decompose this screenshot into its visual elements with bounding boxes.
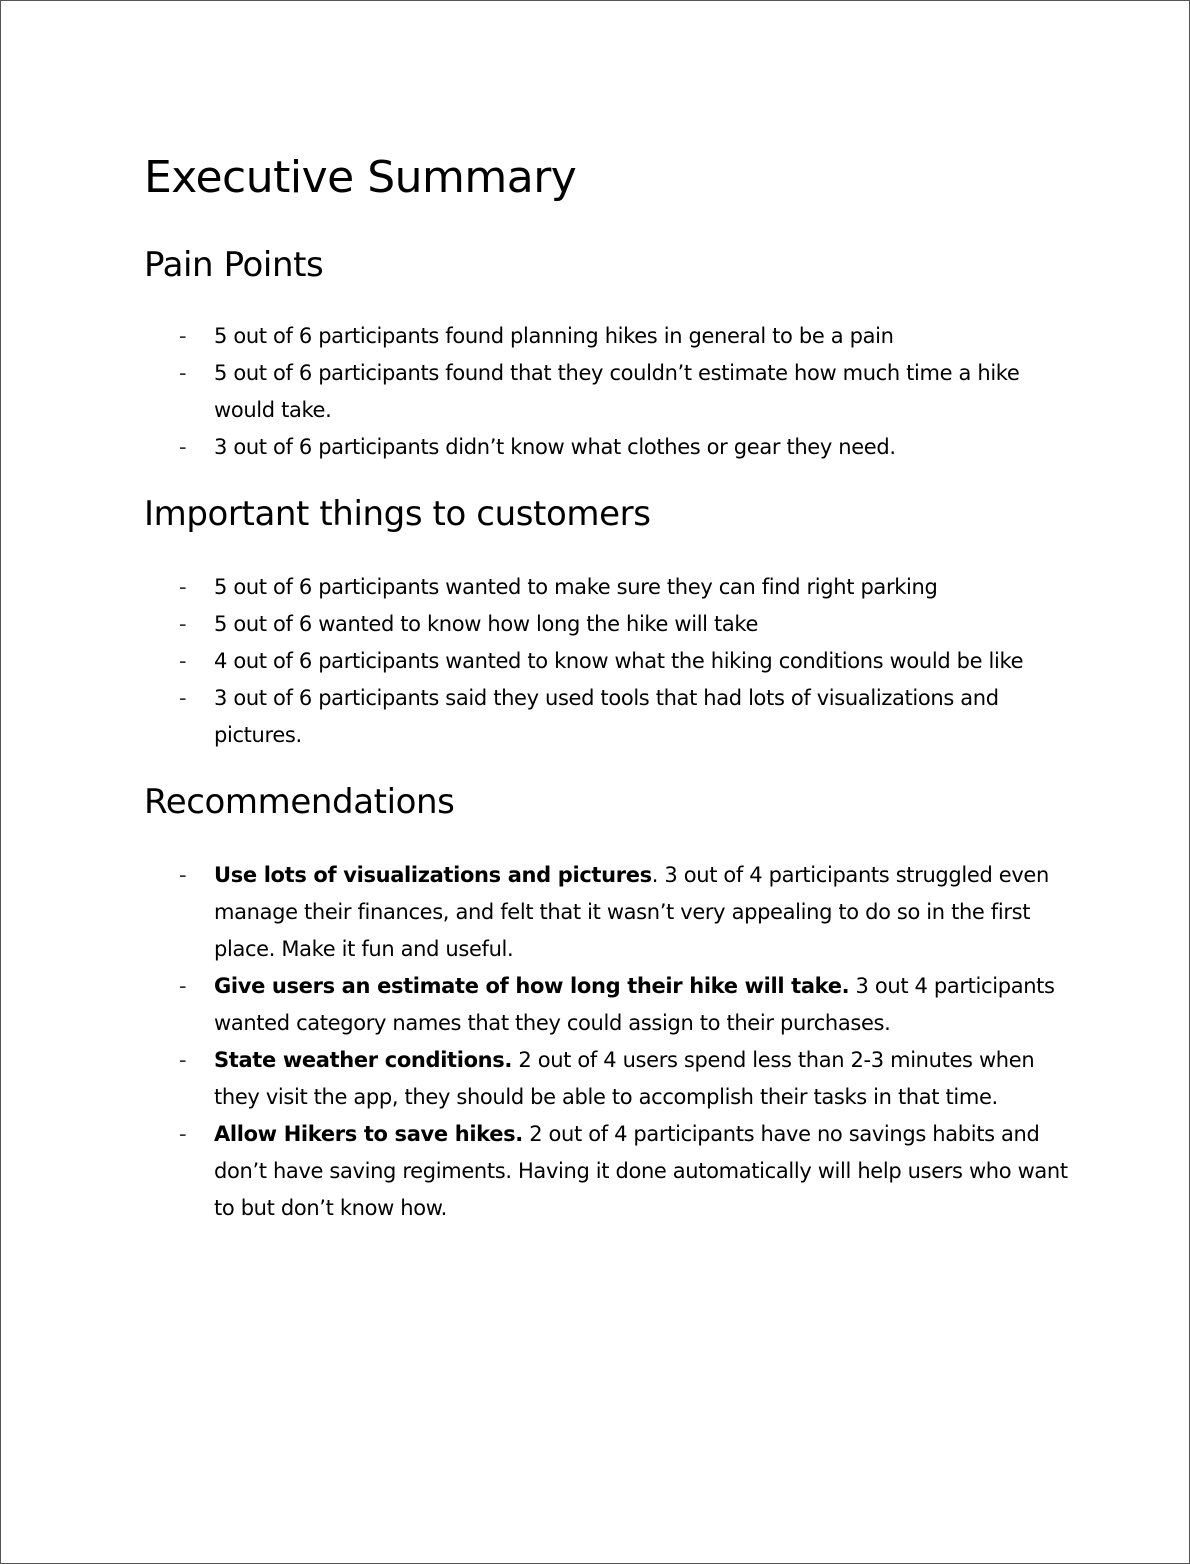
recommendations-list bbox=[144, 857, 1074, 1227]
list-item-text: 2 out of 4 participants have no savings habits and don’t have saving regiments. Having it done automatically will help users who want to but don’t know how. bbox=[214, 1122, 1068, 1220]
list-item bbox=[144, 606, 1074, 643]
important-things-list bbox=[144, 569, 1074, 754]
bullet-dash: - bbox=[179, 612, 187, 636]
list-item-text: 5 out of 6 participants wanted to make sure they can find right parking bbox=[214, 575, 938, 599]
list-item bbox=[144, 1042, 1074, 1116]
section-heading-recommendations: Recommendations bbox=[144, 782, 455, 822]
bullet-dash: - bbox=[179, 435, 187, 459]
list-item-text: 5 out of 6 wanted to know how long the hike will take bbox=[214, 612, 759, 636]
list-item-text: 2 out of 4 users spend less than 2-3 minutes when they visit the app, they should be able to accomplish their tasks in that time. bbox=[214, 1048, 1035, 1109]
bullet-dash: - bbox=[179, 649, 187, 673]
list-item bbox=[144, 968, 1074, 1042]
bullet-dash: - bbox=[179, 575, 187, 599]
bullet-dash: - bbox=[179, 686, 187, 710]
document-content bbox=[144, 146, 1074, 1227]
list-item-text: 3 out of 6 participants didn’t know what clothes or gear they need. bbox=[214, 435, 896, 459]
bullet-dash: - bbox=[179, 974, 187, 998]
recommendation-title: Give users an estimate of how long their hike will take. bbox=[214, 974, 850, 998]
list-item bbox=[144, 857, 1074, 968]
page-title: Executive Summary bbox=[144, 152, 577, 203]
list-item bbox=[144, 1116, 1074, 1227]
list-item-text: 4 out of 6 participants wanted to know what the hiking conditions would be like bbox=[214, 649, 1024, 673]
recommendation-title: State weather conditions. bbox=[214, 1048, 513, 1072]
list-item bbox=[144, 680, 1074, 754]
section-heading-pain-points: Pain Points bbox=[144, 245, 324, 285]
list-item bbox=[144, 569, 1074, 606]
bullet-dash: - bbox=[179, 361, 187, 385]
list-item-text: 3 out of 6 participants said they used tools that had lots of visualizations and pictures. bbox=[214, 686, 999, 747]
recommendation-title: Use lots of visualizations and pictures bbox=[214, 863, 652, 887]
list-item-text: 5 out of 6 participants found planning hikes in general to be a pain bbox=[214, 324, 894, 348]
bullet-dash: - bbox=[179, 1048, 187, 1072]
list-item bbox=[144, 429, 1074, 466]
list-item-text: 3 out 4 participants wanted category names that they could assign to their purchases. bbox=[214, 974, 1055, 1035]
bullet-dash: - bbox=[179, 324, 187, 348]
bullet-dash: - bbox=[179, 1122, 187, 1146]
list-item bbox=[144, 318, 1074, 355]
list-item bbox=[144, 643, 1074, 680]
recommendation-title: Allow Hikers to save hikes. bbox=[214, 1122, 523, 1146]
pain-points-list bbox=[144, 318, 1074, 466]
list-item-text: . 3 out of 4 participants struggled even manage their finances, and felt that it wasn’t very appealing to do so in the first place. Make it fun and useful. bbox=[214, 863, 1049, 961]
section-heading-important-things: Important things to customers bbox=[144, 494, 651, 534]
list-item bbox=[144, 355, 1074, 429]
bullet-dash: - bbox=[179, 863, 187, 887]
list-item-text: 5 out of 6 participants found that they couldn’t estimate how much time a hike would take. bbox=[214, 361, 1020, 422]
